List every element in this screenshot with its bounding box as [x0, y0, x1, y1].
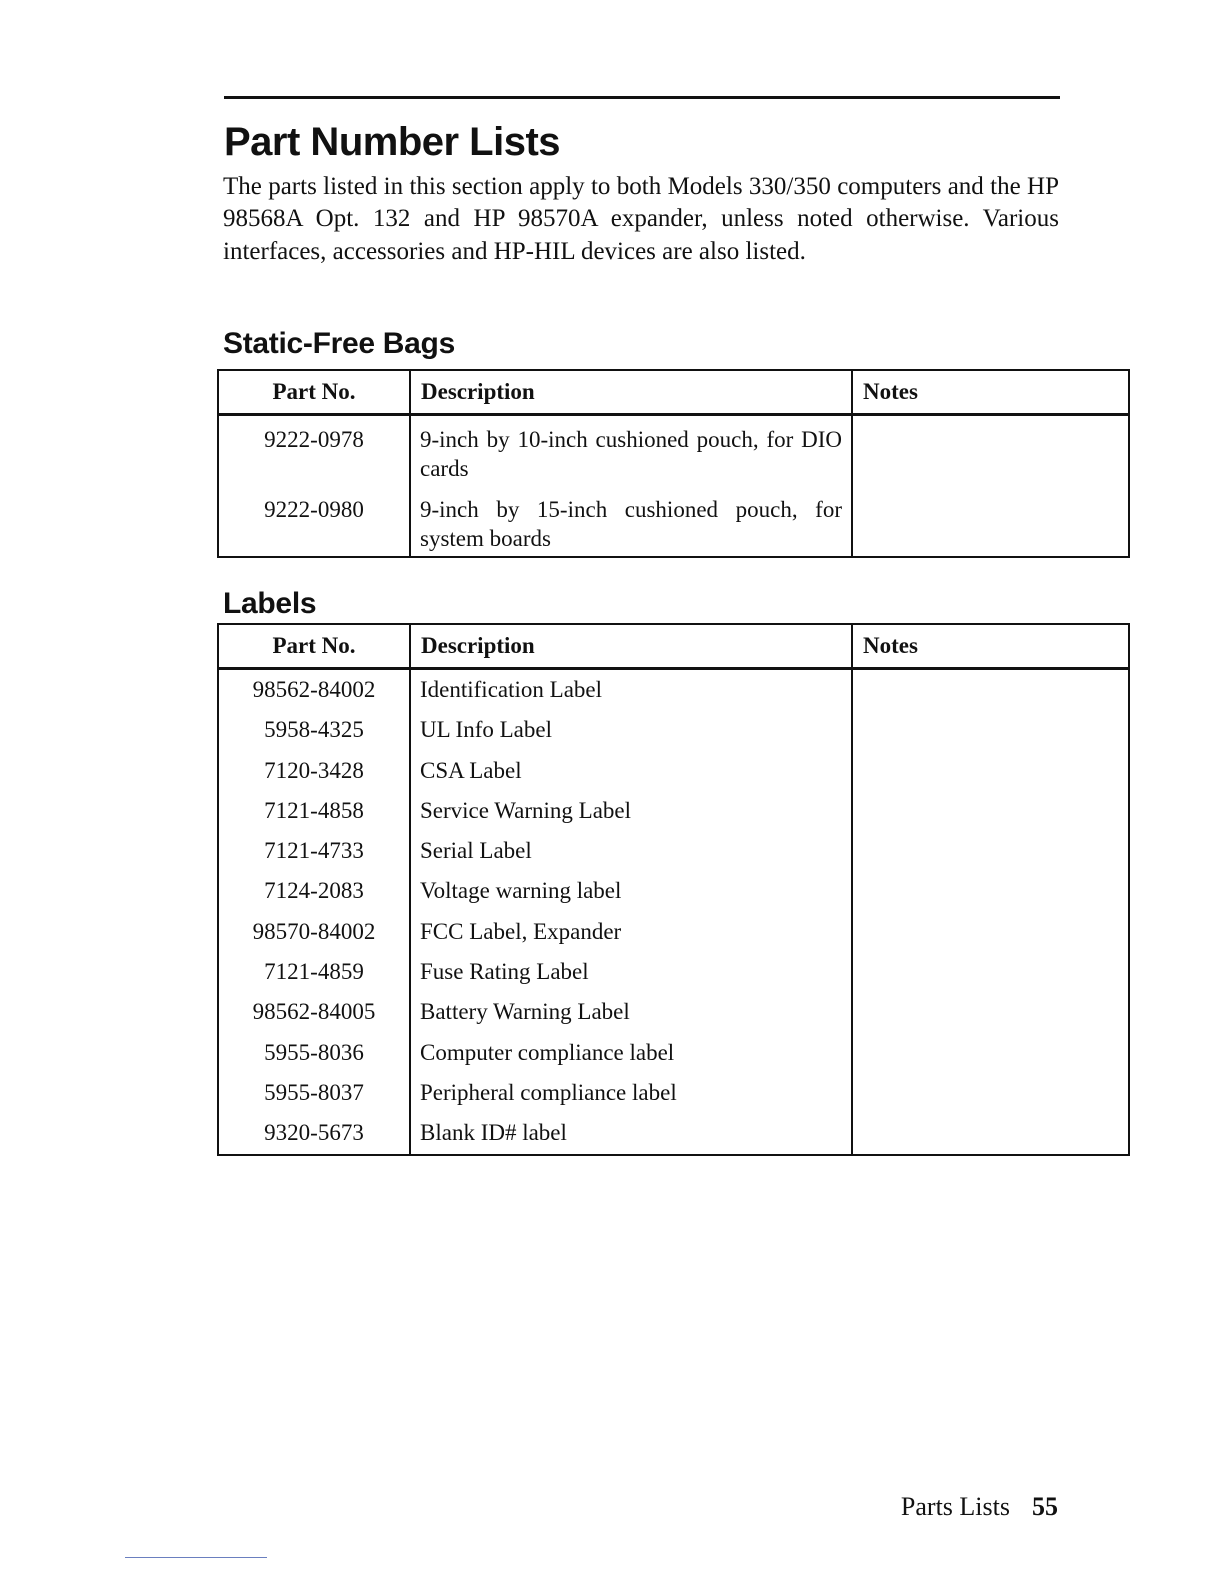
page-footer — [901, 1490, 1058, 1524]
part-number-cell: 5955-8037 — [218, 1073, 410, 1113]
description-cell: Peripheral compliance label — [410, 1073, 852, 1113]
column-header-notes: Notes — [852, 370, 1129, 415]
bottom-divider — [125, 1557, 267, 1558]
table-row — [218, 912, 1129, 952]
page-title: Part Number Lists — [224, 120, 561, 164]
notes-cell — [852, 831, 1129, 871]
notes-cell — [852, 710, 1129, 750]
table-row — [218, 1073, 1129, 1113]
table-row — [218, 791, 1129, 831]
table-row — [218, 871, 1129, 911]
notes-cell — [852, 952, 1129, 992]
part-number-cell: 7124-2083 — [218, 871, 410, 911]
notes-cell — [852, 791, 1129, 831]
description-cell: 9-inch by 10-inch cushioned pouch, for DIO cards — [410, 415, 852, 484]
table-header-row — [218, 370, 1129, 415]
table-row — [218, 992, 1129, 1032]
description-cell: Identification Label — [410, 669, 852, 711]
notes-cell — [852, 992, 1129, 1032]
description-cell: Voltage warning label — [410, 871, 852, 911]
column-header-description: Description — [410, 624, 852, 669]
notes-cell — [852, 871, 1129, 911]
table-row — [218, 1033, 1129, 1073]
description-cell: 9-inch by 15-inch cushioned pouch, for system boards — [410, 483, 852, 557]
table-row — [218, 415, 1129, 484]
description-cell: Battery Warning Label — [410, 992, 852, 1032]
part-number-cell: 7121-4859 — [218, 952, 410, 992]
part-number-cell: 7121-4733 — [218, 831, 410, 871]
part-number-cell: 7121-4858 — [218, 791, 410, 831]
part-number-cell: 9320-5673 — [218, 1113, 410, 1154]
description-cell: CSA Label — [410, 751, 852, 791]
page-number: 55 — [1032, 1492, 1058, 1521]
section-title-labels: Labels — [223, 587, 317, 620]
notes-cell — [852, 483, 1129, 557]
table-row — [218, 952, 1129, 992]
footer-section-name: Parts Lists — [900, 1492, 1010, 1521]
part-number-cell: 98562-84002 — [218, 669, 410, 711]
notes-cell — [852, 1073, 1129, 1113]
part-number-cell: 98570-84002 — [218, 912, 410, 952]
column-header-part-no: Part No. — [218, 370, 410, 415]
part-number-cell: 9222-0978 — [218, 415, 410, 484]
part-number-cell: 98562-84005 — [218, 992, 410, 1032]
notes-cell — [852, 1033, 1129, 1073]
table-header-row — [218, 624, 1129, 669]
top-rule — [224, 96, 1060, 99]
table-row — [218, 1113, 1129, 1154]
table-row — [218, 669, 1129, 711]
labels-table — [217, 623, 1130, 1156]
description-cell: Blank ID# label — [410, 1113, 852, 1154]
part-number-cell: 7120-3428 — [218, 751, 410, 791]
notes-cell — [852, 751, 1129, 791]
notes-cell — [852, 669, 1129, 711]
description-cell: Fuse Rating Label — [410, 952, 852, 992]
static-free-bags-table — [217, 369, 1130, 558]
description-cell: Computer compliance label — [410, 1033, 852, 1073]
table-row — [218, 710, 1129, 750]
column-header-description: Description — [410, 370, 852, 415]
description-cell: Serial Label — [410, 831, 852, 871]
section-title-static-free-bags: Static-Free Bags — [223, 327, 455, 360]
intro-paragraph: The parts listed in this section apply to both Models 330/350 computers and the HP 98568A Opt. 132 and HP 98570A expander, unless noted otherwise. Various interfaces, accessories and HP-HIL devices are also listed. — [223, 173, 1059, 265]
column-header-part-no: Part No. — [218, 624, 410, 669]
description-cell: UL Info Label — [410, 710, 852, 750]
part-number-cell: 9222-0980 — [218, 483, 410, 557]
notes-cell — [852, 912, 1129, 952]
column-header-notes: Notes — [852, 624, 1129, 669]
part-number-cell: 5955-8036 — [218, 1033, 410, 1073]
table-row — [218, 483, 1129, 557]
notes-cell — [852, 415, 1129, 484]
table-row — [218, 831, 1129, 871]
table-row — [218, 751, 1129, 791]
description-cell: Service Warning Label — [410, 791, 852, 831]
description-cell: FCC Label, Expander — [410, 912, 852, 952]
part-number-cell: 5958-4325 — [218, 710, 410, 750]
notes-cell — [852, 1113, 1129, 1154]
